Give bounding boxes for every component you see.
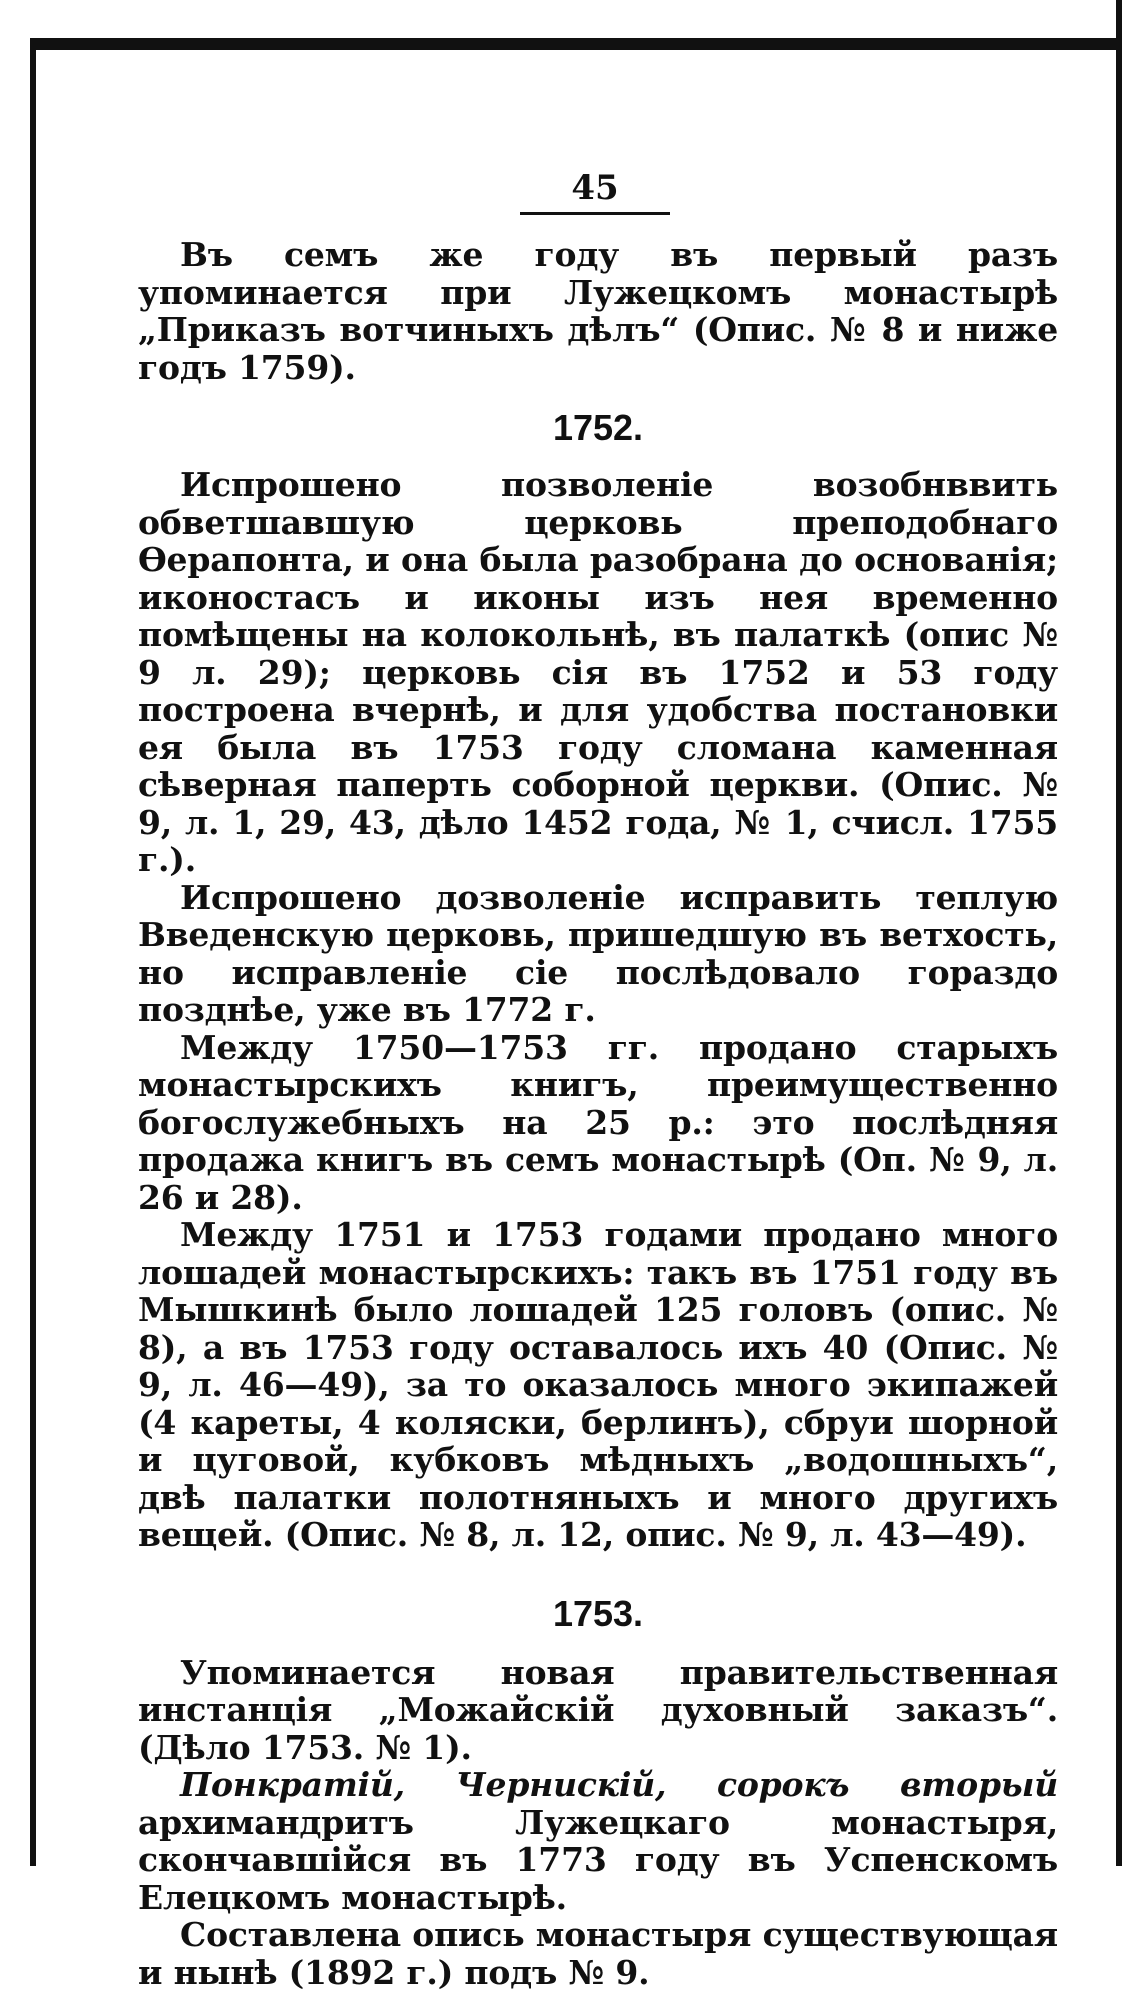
paragraph-1752-horses: Между 1751 и 1753 годами продано много лошадей монастырскихъ: такъ въ 1751 году въ Мышкинѣ было лошадей 125 головъ (опис. № 8), а въ 1753 году оставалось ихъ 40 (Опис. № 9, л. 46—49), за то оказалось много экипажей (4 кареты, 4 коляски, берлинъ), сбруи шорной и цуговой, кубковъ мѣдныхъ „водошныхъ“, двѣ палатки полотняныхъ и много другихъ вещей. (Опис. № 8, л. 12, опис. № 9, л. 43—49). [138,1215,1058,1554]
year-heading-1753: 1753. [552,1592,644,1634]
paragraph-1753-inventory: Составлена опись монастыря существующая и нынѣ (1892 г.) подъ № 9. [138,1915,1058,1992]
page-left-border [30,50,36,1866]
page-number: 45 [571,168,619,208]
year-heading-1752: 1752. [552,407,644,448]
paragraph-1752-church: Испрошено позволеніе возобнввить обветшавшую церковь преподобнаго Ѳерапонта, и она была разобрана до основанія; иконостасъ и иконы изъ нея временно помѣщены на колокольнѣ, въ палаткѣ (опис № 9 л. 29); церковь сія въ 1752 и 53 году построена вчернѣ, и для удобства постановки ея была въ 1753 году сломана каменная сѣверная паперть соборной церкви. (Опис. № 9, л. 1, 29, 43, дѣло 1452 года, № 1, счисл. 1755 г.). [138,465,1058,879]
archimandrite-text: архимандритъ Лужецкаго монастыря, скончавшійся въ 1773 году въ Успенскомъ Елецкомъ монастырѣ. [138,1802,1058,1917]
intro-paragraph: Въ семъ же году въ первый разъ упоминается при Лужецкомъ монастырѣ „Приказъ вотчиныхъ дѣлъ“ (Опис. № 8 и ниже годъ 1759). [138,235,1058,387]
page-body [138,236,1058,1991]
page-top-border [30,38,1120,50]
page-right-border [1116,0,1122,1866]
archimandrite-name: Понкратій, Чернискій, сорокъ вторый [180,1765,1058,1804]
paragraph-1753-zakaz: Упоминается новая правительственная инстанція „Можайскій духовный заказъ“. (Дѣло 1753. № 1). [138,1652,1058,1767]
paragraph-1752-vvedenskaya: Испрошено дозволеніе исправить теплую Введенскую церковь, пришедшую въ ветхость, но исправленіе сіе послѣдовало гораздо позднѣе, уже въ 1772 г. [138,877,1058,1029]
paragraph-1753-archimandrite [138,1766,1058,1916]
page-number-underline [520,212,670,215]
paragraph-1752-books: Между 1750—1753 гг. продано старыхъ монастырскихъ книгъ, преимущественно богослужебныхъ на 25 р.: это послѣдняя продажа книгъ въ семъ монастырѣ (Оп. № 9, л. 26 и 28). [138,1027,1058,1217]
